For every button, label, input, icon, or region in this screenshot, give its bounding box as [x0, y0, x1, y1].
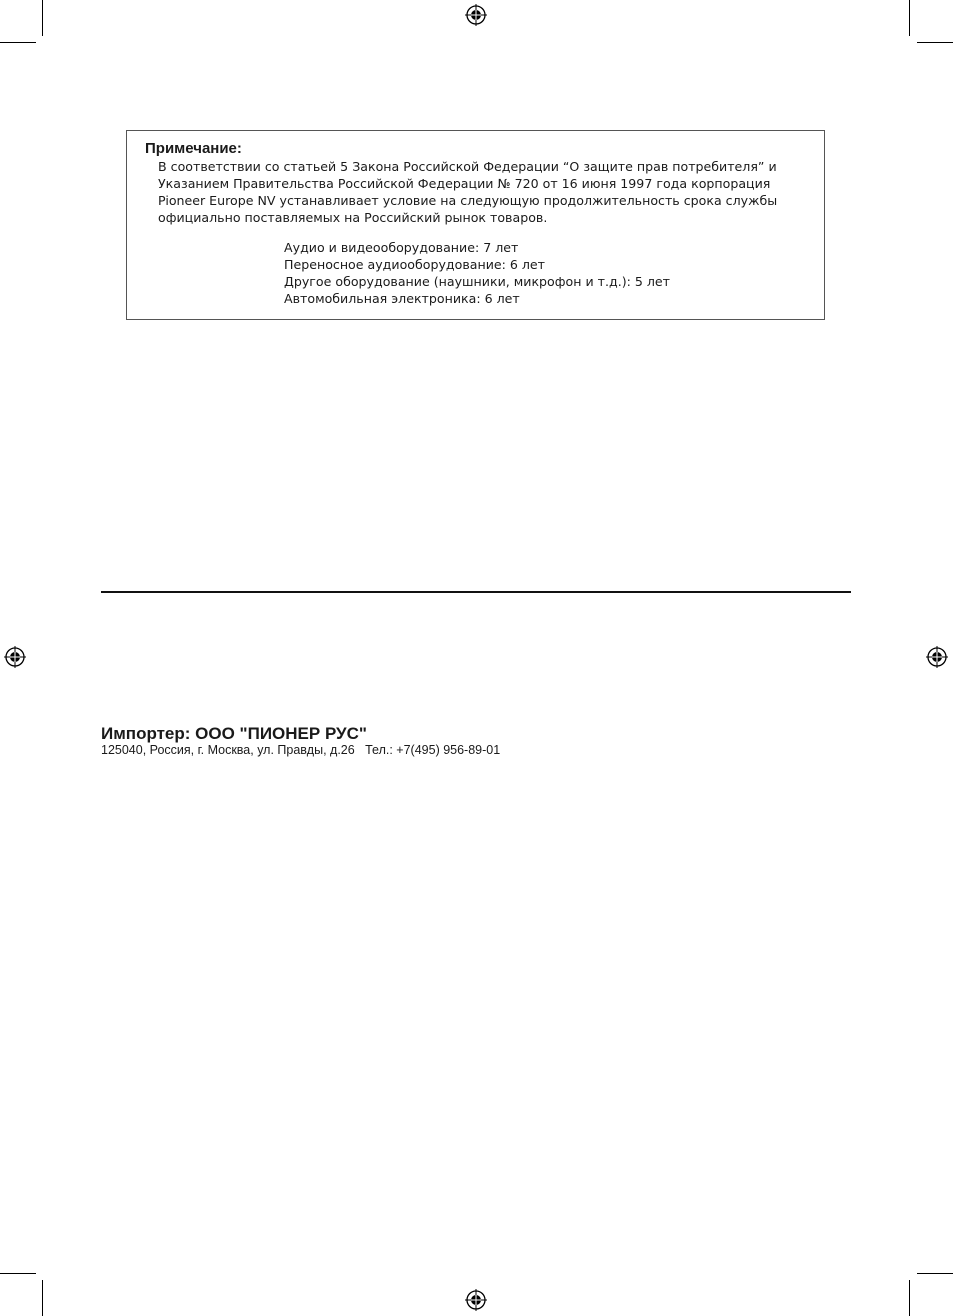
note-line: Pioneer Europe NV устанавливает условие на следующую продолжительность срока службы: [158, 193, 778, 208]
service-life-item: Автомобильная электроника: 6 лет: [284, 291, 520, 306]
registration-mark-icon: [465, 4, 487, 26]
note-line: Указанием Правительства Российской Федерации № 720 от 16 июня 1997 года корпорация: [158, 176, 771, 191]
note-body: [158, 158, 808, 226]
importer-title: Импортер: ООО "ПИОНЕР РУС": [101, 724, 367, 743]
importer-address: 125040, Россия, г. Москва, ул. Правды, д.26 Тел.: +7(495) 956-89-01: [101, 743, 501, 757]
service-life-list: [284, 239, 670, 307]
crop-mark-bottom-left-vertical: [42, 1280, 43, 1316]
crop-mark-bottom-right-horizontal: [917, 1273, 953, 1274]
registration-mark-icon: [4, 646, 26, 668]
service-life-item: Другое оборудование (наушники, микрофон и т.д.): 5 лет: [284, 274, 671, 289]
crop-mark-top-right-horizontal: [917, 42, 953, 43]
service-life-note-box: [126, 130, 825, 320]
crop-mark-bottom-left-horizontal: [0, 1273, 36, 1274]
note-title: Примечание:: [145, 140, 242, 157]
service-life-item: Аудио и видеооборудование: 7 лет: [284, 240, 519, 255]
note-line: В соответствии со статьей 5 Закона Российской Федерации “О защите прав потребителя” и: [158, 159, 777, 174]
crop-mark-top-left-horizontal: [0, 42, 36, 43]
crop-mark-top-left-vertical: [42, 0, 43, 36]
registration-mark-icon: [926, 646, 948, 668]
horizontal-divider: [101, 591, 851, 593]
note-line: официально поставляемых на Российский рынок товаров.: [158, 210, 548, 225]
crop-mark-top-right-vertical: [909, 0, 910, 36]
service-life-item: Переносное аудиооборудование: 6 лет: [284, 257, 546, 272]
crop-mark-bottom-right-vertical: [909, 1280, 910, 1316]
registration-mark-icon: [465, 1289, 487, 1311]
